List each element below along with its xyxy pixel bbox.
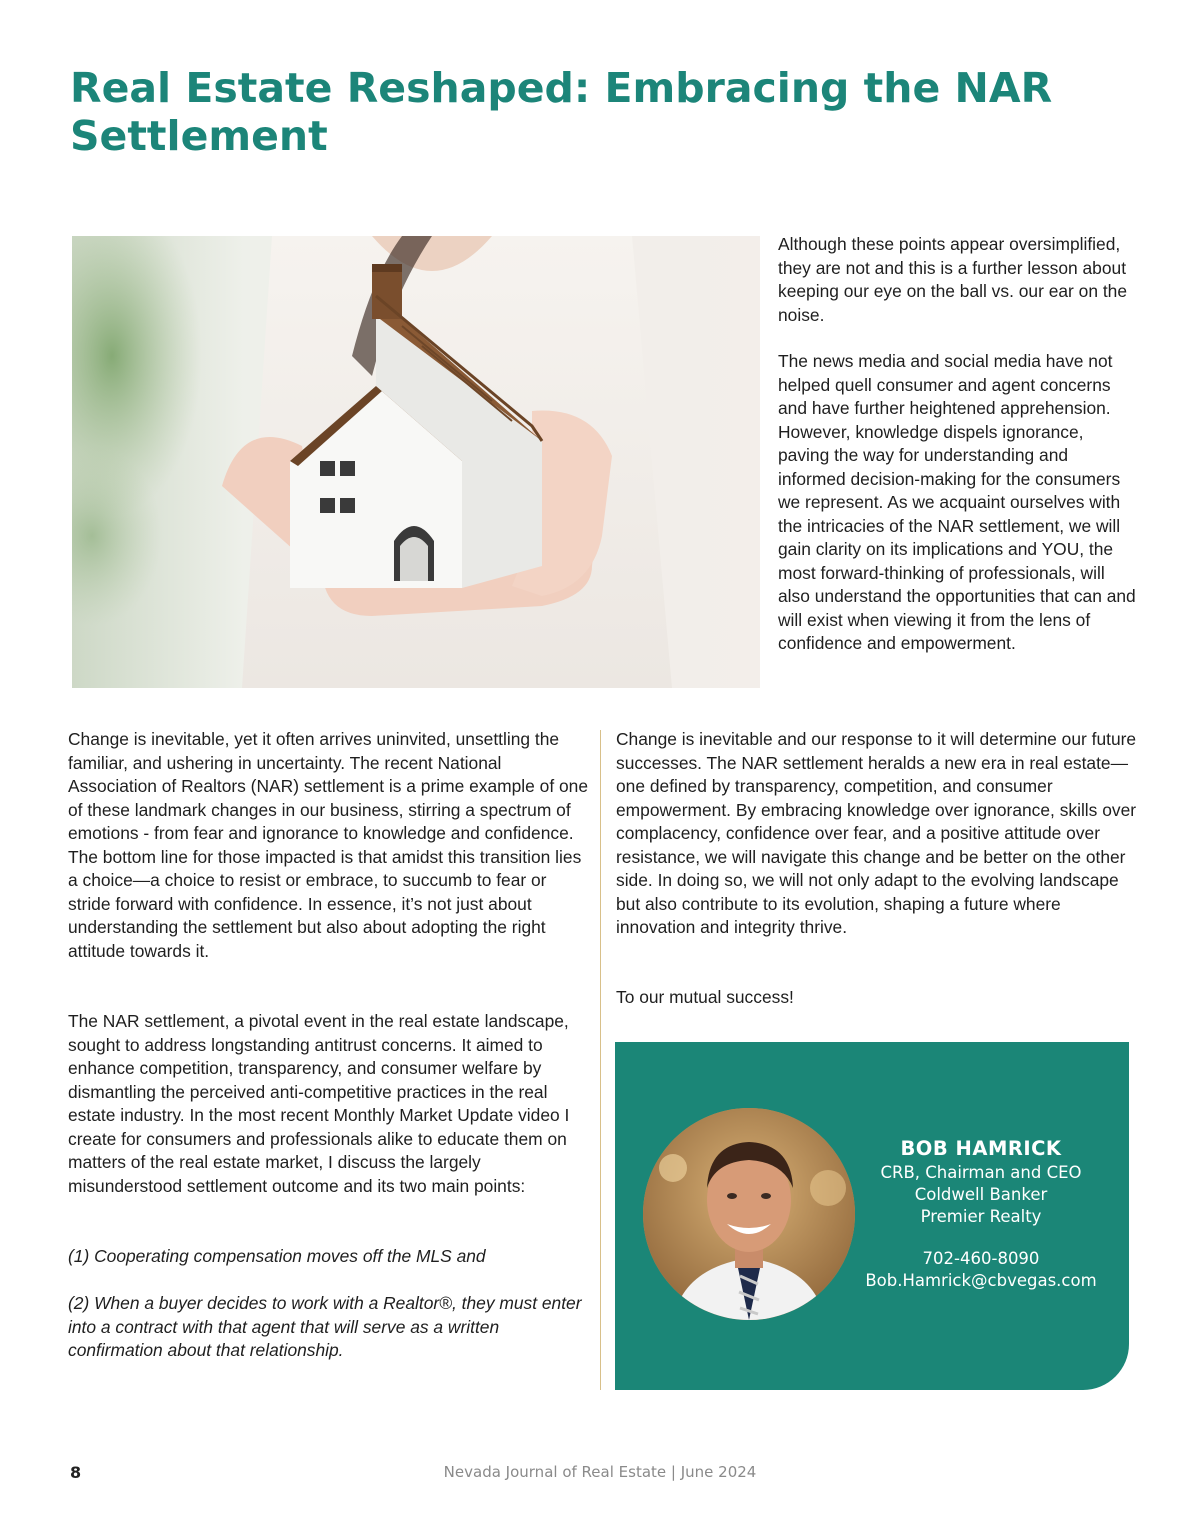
right-paragraph-1: Change is inevitable and our response to it will determine our future successes. The NAR settlement heralds a new era in real estate—one defined by transparency, competition, and consumer empowerment. By embracing knowledge over ignorance, skills over complacency, confidence over fear, and a positive attitude over resistance, we will navigate this change and be better on the other side. In doing so, we will not only adapt to the evolving landscape but also contribute to its evolution, shaping a future where innovation and integrity thrive. [616,729,1137,937]
author-title-line-2: Coldwell Banker [914,1185,1048,1204]
author-name: BOB HAMRICK [900,1137,1062,1160]
left-paragraph-1: Change is inevitable, yet it often arrives uninvited, unsettling the familiar, and ushering in uncertainty. The recent National Association of Realtors (NAR) settlement is a prime example of one of these landmark changes in our business, stirring a spectrum of emotions - from fear and ignorance to knowledge and confidence. The bottom line for those impacted is that amidst this transition lies a choice—a choice to resist or embrace, to succumb to fear or stride forward with confidence. In essence, it’s not just about understanding the settlement but also about adopting the right attitude towards it. [68,729,589,961]
author-card [615,1042,1129,1390]
left-paragraph-2: The NAR settlement, a pivotal event in the real estate landscape, sought to address longstanding antitrust concerns. It aimed to enhance competition, transparency, and consumer welfare by dismantling the perceived anti-competitive practices in the real estate industry. In the most recent Monthly Market Update video I create for consumers and professionals alike to educate them on matters of the real estate market, I discuss the largely misunderstood settlement outcome and its two main points: [68,1011,570,1196]
settlement-point-1: (1) Cooperating compensation moves off the MLS and [68,1246,486,1266]
article-title: Real Estate Reshaped: Embracing the NAR Settlement [70,64,1053,160]
author-contact [865,1136,1097,1292]
closing-line: To our mutual success! [616,987,794,1007]
right-top-paragraph-2: The news media and social media have not helped quell consumer and agent concerns and have further heightened apprehension. However, knowledge dispels ignorance, paving the way for understanding and informed decision-making for the consumers we represent. As we acquaint ourselves with the intricacies of the NAR settlement, we will gain clarity on its implications and YOU, the most forward-thinking of professionals, will also understand the opportunities that can and will exist when viewing it from the lens of confidence and empowerment. [778,351,1136,653]
settlement-point-2: (2) When a buyer decides to work with a Realtor®, they must enter into a contract with that agent that will serve as a written confirmation about that relationship. [68,1293,582,1360]
hero-image [72,236,760,688]
page-number: 8 [70,1463,82,1482]
author-title-line-3: Premier Realty [920,1207,1042,1226]
footer-publication: Nevada Journal of Real Estate | June 2024 [443,1463,757,1481]
author-email[interactable]: Bob.Hamrick@cbvegas.com [865,1271,1097,1290]
column-divider [600,730,601,1390]
author-phone[interactable]: 702-460-8090 [922,1249,1040,1268]
right-top-paragraph-1: Although these points appear oversimplified, they are not and this is a further lesson about keeping our eye on the ball vs. our ear on the noise. [778,234,1128,325]
author-title-line-1: CRB, Chairman and CEO [880,1163,1082,1182]
author-photo [643,1108,855,1320]
